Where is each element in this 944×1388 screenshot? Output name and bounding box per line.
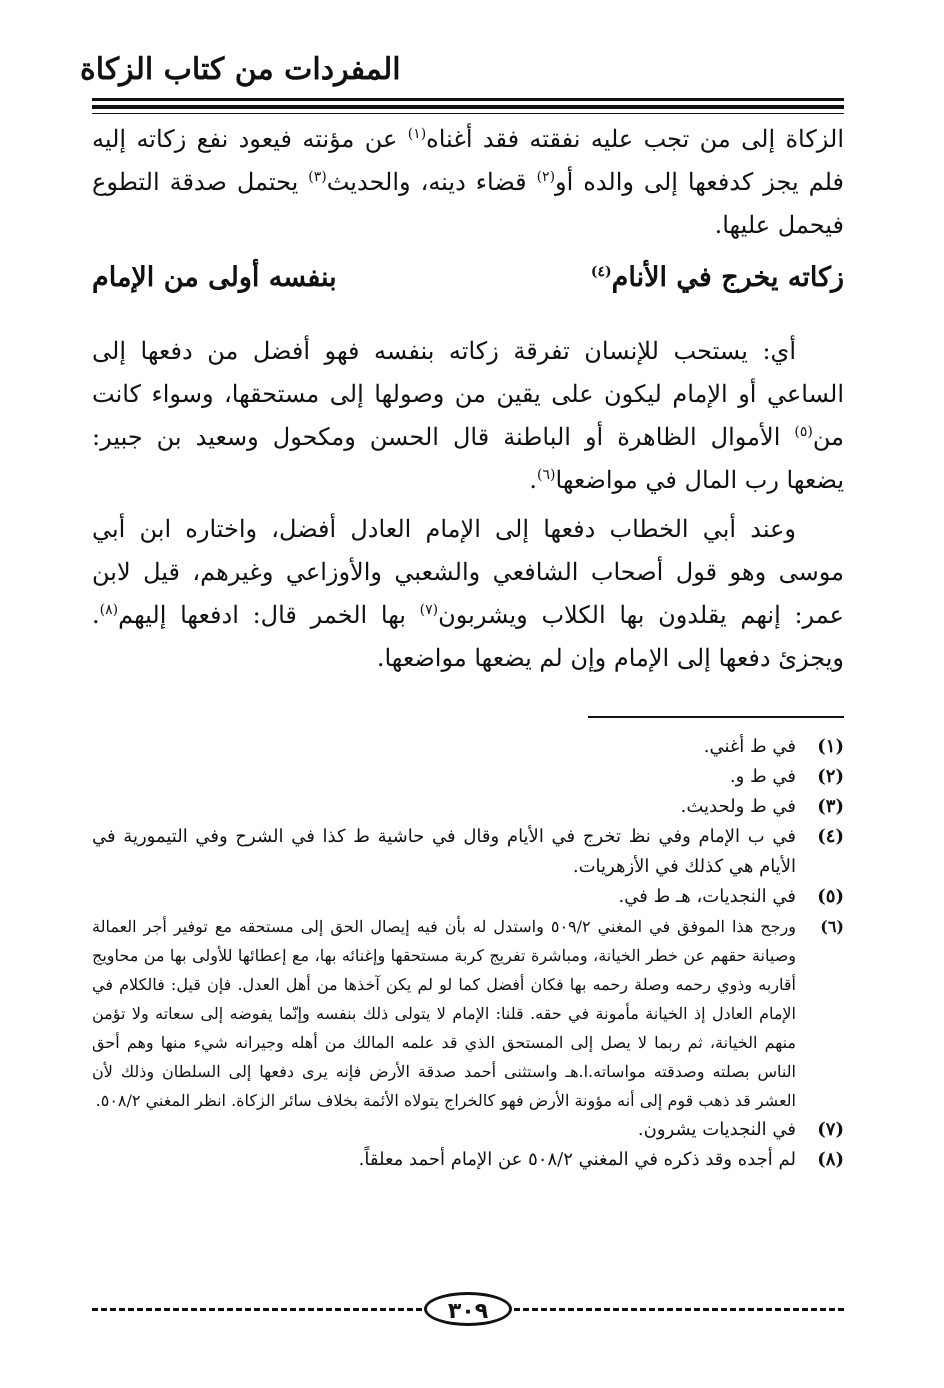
footnote-text: في النجديات يشرون. xyxy=(637,1119,796,1140)
footnote-item xyxy=(92,822,844,882)
footnote-ref[interactable]: (٦) xyxy=(537,467,556,483)
footnote-item xyxy=(92,912,844,1115)
footnote-text: في النجديات، هـ ط في. xyxy=(618,886,796,907)
footnote-text: ورجح هذا الموفق في المغني ٥٠٩/٢ واستدل له بأن فيه إيصال الحق إلى مستحقه مع توفير أجر العمالة وصيانة حقهم عن خطر الخيانة، ومباشرة تفريج كربة مستحقها وإغنائه بها، مع إعطائها للأولى بها من محاويج أقاربه وذوي رحمه وصلة رحمه بها فكان أفضل كما لو لم يكن آخذها من أهل العدل. فإن قيل: فالكلام في الإمام العادل إذ الخيانة مأمونة في حقه. قلنا: الإمام لا يتولى ذلك بنفسه وإنّما يفوضه إلى سعاته ولا تؤمن منهم الخيانة، ثم ربما لا يصل إلى المستحق الذي قد علمه المالك من أهله وجيرانه شيء منها وهم أحق الناس بصلته وصدقته مواساته.ا.هـ واستثنى أحمد صدقة الأرض فإنه يرى دفعها إلى السلطان وذلك لأن العشر قد ذهب قوم إلى أنه مؤونة الأرض فهو كالخراج يتولاه الأئمة بخلاف سائر الزكاة. انظر المغني ٥٠٨/٢. xyxy=(92,917,796,1110)
header-rule xyxy=(92,113,844,114)
paragraph-text: قضاء دينه، والحديث xyxy=(326,168,537,196)
verse-heading xyxy=(92,262,844,293)
verse-hemistich-1 xyxy=(591,262,844,293)
footnote-text: في ط أغني. xyxy=(703,736,796,757)
footnote-text: في ب الإمام وفي نظ تخرج في الأيام وقال في حاشية ط كذا في الشرح وفي التيمورية في الأيام هي كذلك في الأزهريات. xyxy=(92,826,796,877)
paragraph-text: بها الخمر قال: ادفعها إليهم xyxy=(118,601,420,629)
footnote-ref[interactable]: (٥) xyxy=(794,424,813,440)
footnotes xyxy=(92,732,844,1175)
footnote-ref[interactable]: (٣) xyxy=(308,169,327,185)
footnote-number: (٣) xyxy=(817,796,844,817)
paragraph-text: . xyxy=(529,466,538,494)
footnote-ref[interactable]: (٨) xyxy=(99,602,119,618)
footnote-number: (٤) xyxy=(817,826,844,847)
paragraph-text: يحتمل صدقة التطوع فيحمل عليها. xyxy=(92,168,844,239)
page-footer xyxy=(92,1290,844,1330)
paragraph-text: الزكاة إلى من تجب عليه نفقته فقد أغناه xyxy=(426,125,845,153)
footnote-number: (٨) xyxy=(817,1149,844,1170)
paragraph-text: . ويجزئ دفعها إلى الإمام وإن لم يضعها مواضعها. xyxy=(92,601,844,672)
footnote-text: في ط و. xyxy=(729,766,796,787)
paragraph-text: عن مؤنته فيعود نفع زكاته إليه فلم يجز كدفعها إلى والده أو xyxy=(92,125,845,196)
footnote-number: (٢) xyxy=(817,766,844,787)
footnote-number: (١) xyxy=(817,736,844,757)
footnote-ref[interactable]: (٧) xyxy=(419,602,439,618)
footnote-separator xyxy=(588,716,844,718)
header-rule xyxy=(92,98,844,101)
footnote-item xyxy=(92,732,844,762)
footnote-ref[interactable]: (٤) xyxy=(590,264,612,280)
footnote-number: (٧) xyxy=(817,1119,844,1140)
paragraph-text: وعند أبي الخطاب دفعها إلى الإمام العادل أفضل، واختاره ابن أبي موسى وهو قول أصحاب الشافعي والشعبي والأوزاعي وغيرهم، قيل لابن عمر: إنهم يقلدون بها الكلاب ويشربون xyxy=(92,515,844,629)
running-header-title: المفردات من كتاب الزكاة xyxy=(80,52,401,87)
footnote-item xyxy=(92,1145,844,1175)
footnote-number: (٥) xyxy=(817,886,844,907)
verse-hemistich-2: بنفسه أولى من الإمام xyxy=(92,262,337,293)
footnote-text: في ط ولحديث. xyxy=(680,796,796,817)
footnote-item xyxy=(92,1115,844,1145)
footnote-ref[interactable]: (١) xyxy=(407,126,427,142)
footnote-text: لم أجده وقد ذكره في المغني ٥٠٨/٢ عن الإمام أحمد معلقاً. xyxy=(358,1149,796,1170)
paragraph-text: أي: يستحب للإنسان تفرقة زكاته بنفسه فهو أفضل من دفعها إلى الساعي أو الإمام ليكون على يقين من وصولها إلى مستحقها، وسواء كانت من xyxy=(92,337,844,451)
footer-dashed-rule xyxy=(514,1308,844,1311)
paragraph-3 xyxy=(92,508,844,680)
footnote-number: (٦) xyxy=(820,917,844,936)
footnote-item xyxy=(92,792,844,822)
header-rule xyxy=(92,105,844,109)
footer-dashed-rule xyxy=(92,1308,422,1311)
footnote-item xyxy=(92,762,844,792)
paragraph-1 xyxy=(92,118,844,247)
footnote-item xyxy=(92,882,844,912)
paragraph-text: الأموال الظاهرة أو الباطنة قال الحسن ومكحول وسعيد بن جبير: يضعها رب المال في مواضعها xyxy=(92,423,844,494)
footnote-ref[interactable]: (٢) xyxy=(536,169,556,185)
paragraph-2 xyxy=(92,330,844,502)
page-number: ٣٠٩ xyxy=(424,1292,512,1326)
heading-text: زكاته يخرج في الأنام xyxy=(611,262,844,293)
